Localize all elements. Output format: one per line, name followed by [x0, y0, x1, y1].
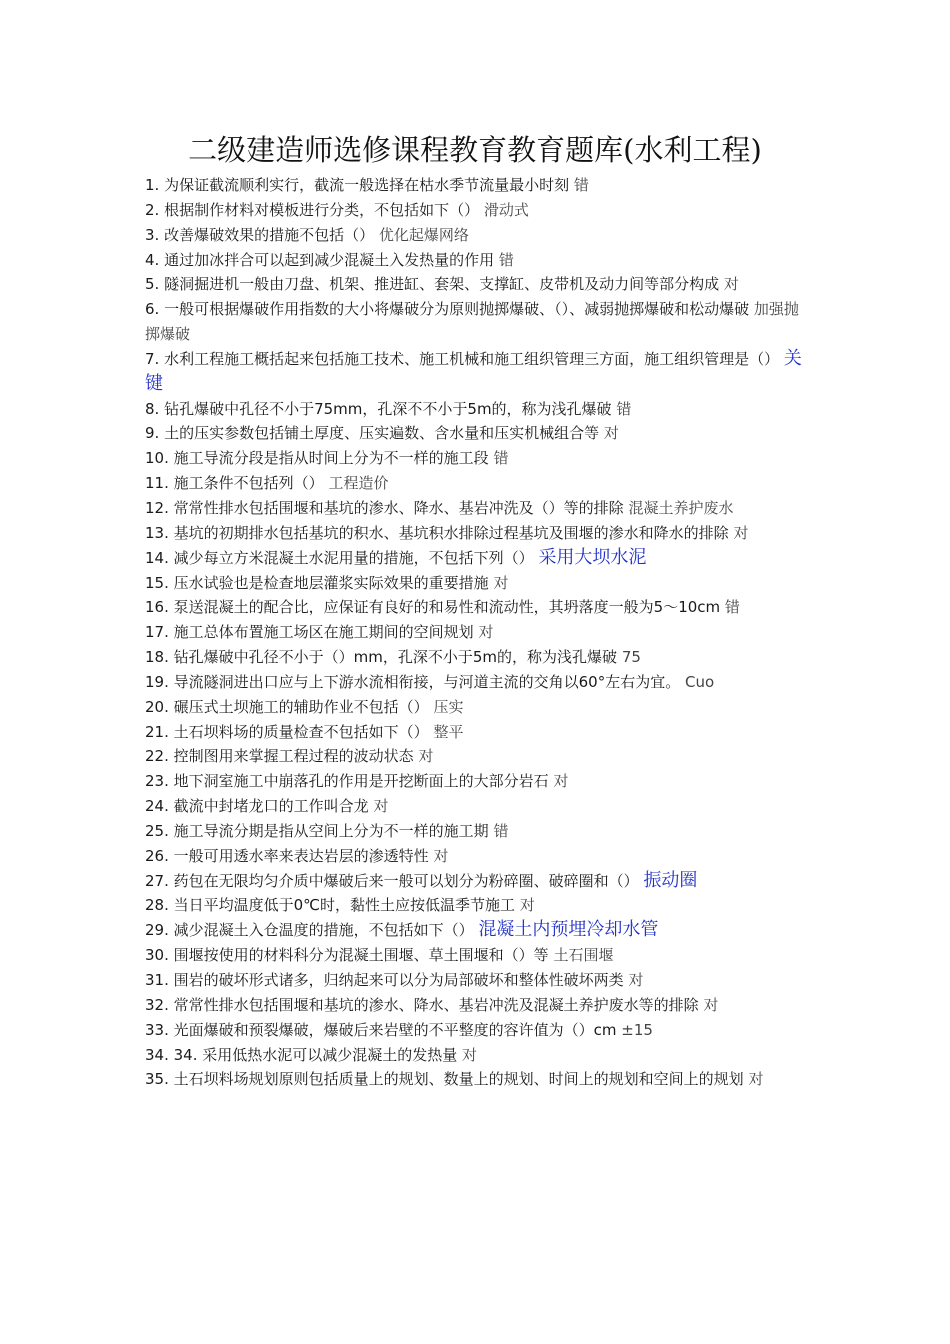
- question-answer: 加强抛掷爆破: [145, 300, 799, 344]
- question-item: [145, 397, 810, 422]
- question-answer: 对: [433, 846, 449, 865]
- question-answer: 错: [724, 598, 740, 617]
- question-item: [145, 223, 810, 248]
- question-answer: 对: [462, 1045, 478, 1064]
- question-answer: Cuo: [685, 672, 715, 691]
- question-number: 34.: [145, 1045, 169, 1064]
- question-item: [145, 695, 810, 720]
- question-text: 当日平均温度低于0℃时，黏性土应按低温季节施工: [173, 896, 516, 915]
- question-item: [145, 446, 810, 471]
- question-number: 5.: [145, 275, 160, 294]
- question-text: 截流中封堵龙口的工作叫合龙: [173, 797, 369, 816]
- question-text: 减少混凝土入仓温度的措施，不包括如下（）: [173, 921, 474, 940]
- question-answer: 对: [478, 623, 494, 642]
- question-text: 光面爆破和预裂爆破，爆破后来岩壁的不平整度的容许值为（）cm: [173, 1020, 617, 1039]
- question-text: 通过加冰拌合可以起到减少混凝土入发热量的作用: [164, 250, 495, 269]
- question-item: [145, 546, 810, 571]
- question-text: 根据制作材料对模板进行分类，不包括如下（）: [164, 200, 480, 219]
- question-text: 地下洞室施工中崩落孔的作用是开挖断面上的大部分岩石: [173, 772, 549, 791]
- question-answer: 采用大坝水泥: [538, 546, 647, 568]
- question-text: 碾压式土坝施工的辅助作业不包括（）: [173, 697, 429, 716]
- question-number: 15.: [145, 573, 169, 592]
- question-number: 19.: [145, 672, 169, 691]
- question-text: 压水试验也是检查地层灌浆实际效果的重要措施: [173, 573, 489, 592]
- question-item: [145, 272, 810, 297]
- question-text: 施工条件不包括列（）: [173, 474, 324, 493]
- question-answer: 对: [418, 747, 434, 766]
- question-text: 施工导流分期是指从空间上分为不一样的施工期: [173, 821, 489, 840]
- question-number: 8.: [145, 399, 160, 418]
- question-number: 27.: [145, 871, 169, 890]
- question-answer: 对: [723, 275, 739, 294]
- question-number: 13.: [145, 523, 169, 542]
- question-answer: 对: [373, 797, 389, 816]
- question-answer: 混凝土内预埋冷却水管: [478, 919, 659, 941]
- question-number: 25.: [145, 821, 169, 840]
- question-text: 导流隧洞进出口应与上下游水流相衔接，与河道主流的交角以60°左右为宜。: [173, 672, 681, 691]
- question-answer: 错: [616, 399, 632, 418]
- question-item: [145, 521, 810, 546]
- document-title: 二级建造师选修课程教育教育题库(水利工程): [188, 133, 762, 167]
- question-item: [145, 595, 810, 620]
- question-item: [145, 248, 810, 273]
- question-text: 常常性排水包括围堰和基坑的渗水、降水、基岩冲洗及（）等的排除: [173, 498, 624, 517]
- question-item: [145, 769, 810, 794]
- question-answer: 关键: [145, 347, 802, 394]
- question-item: [145, 670, 810, 695]
- question-number: 28.: [145, 896, 169, 915]
- question-number: 24.: [145, 797, 169, 816]
- question-item: [145, 496, 810, 521]
- question-text: 土石坝料场规划原则包括质量上的规划、数量上的规划、时间上的规划和空间上的规划: [173, 1070, 744, 1089]
- question-answer: 错: [493, 449, 509, 468]
- question-text: 基坑的初期排水包括基坑的积水、基坑积水排除过程基坑及围堰的渗水和降水的排除: [173, 523, 729, 542]
- question-number: 11.: [145, 474, 169, 493]
- question-number: 31.: [145, 971, 169, 989]
- question-item: [145, 1043, 810, 1068]
- question-number: 23.: [145, 772, 169, 791]
- question-number: 16.: [145, 598, 169, 617]
- question-item: [145, 720, 810, 745]
- question-item: [145, 471, 810, 496]
- question-item: [145, 794, 810, 819]
- question-number: 18.: [145, 648, 169, 667]
- question-text: 水利工程施工概括起来包括施工技术、施工机械和施工组织管理三方面，施工组织管理是（）: [164, 349, 780, 368]
- question-item: [145, 869, 810, 894]
- question-number: 22.: [145, 747, 169, 766]
- question-text: 为保证截流顺利实行，截流一般选择在枯水季节流量最小时刻: [164, 176, 570, 194]
- question-number: 9.: [145, 424, 160, 443]
- question-answer: 对: [519, 896, 535, 915]
- question-item: [145, 620, 810, 645]
- question-item: [145, 297, 810, 347]
- question-answer: 对: [493, 573, 509, 592]
- question-number: 17.: [145, 623, 169, 642]
- question-number: 32.: [145, 995, 169, 1014]
- question-answer: 工程造价: [328, 474, 389, 493]
- question-text: 减少每立方米混凝土水泥用量的措施，不包括下列（）: [173, 548, 534, 567]
- question-item: [145, 198, 810, 223]
- question-answer: 对: [628, 971, 644, 989]
- question-item: [145, 844, 810, 869]
- question-text: 一般可用透水率来表达岩层的渗透特性: [173, 846, 429, 865]
- question-text: 围岩的破坏形式诸多，归纳起来可以分为局部破坏和整体性破坏两类: [173, 971, 624, 989]
- question-item: [145, 173, 810, 198]
- question-answer: 错: [498, 250, 514, 269]
- question-text: 钻孔爆破中孔径不小于（）mm，孔深不小于5m的，称为浅孔爆破: [173, 648, 618, 667]
- question-text: 控制图用来掌握工程过程的波动状态: [173, 747, 414, 766]
- question-item: [145, 918, 810, 943]
- question-number: 30.: [145, 946, 169, 965]
- question-text: 34. 采用低热水泥可以减少混凝土的发热量: [173, 1045, 458, 1064]
- question-text: 改善爆破效果的措施不包括（）: [164, 225, 375, 244]
- question-number: 4.: [145, 250, 160, 269]
- question-item: [145, 819, 810, 844]
- question-list: [145, 173, 810, 1092]
- question-answer: 75: [621, 648, 641, 667]
- question-number: 3.: [145, 225, 160, 244]
- question-text: 土的压实参数包括铺土厚度、压实遍数、含水量和压实机械组合等: [164, 424, 600, 443]
- question-item: [145, 421, 810, 446]
- question-text: 泵送混凝土的配合比，应保证有良好的和易性和流动性，其坍落度一般为5～10cm: [173, 598, 721, 617]
- question-item: [145, 968, 810, 993]
- question-answer: 对: [603, 424, 619, 443]
- question-number: 1.: [145, 176, 160, 194]
- question-number: 20.: [145, 697, 169, 716]
- question-number: 7.: [145, 349, 160, 368]
- question-answer: 滑动式: [483, 200, 529, 219]
- question-answer: 整平: [433, 722, 464, 741]
- question-item: [145, 943, 810, 968]
- question-number: 10.: [145, 449, 169, 468]
- question-item: [145, 1067, 810, 1092]
- question-item: [145, 1018, 810, 1043]
- question-answer: 对: [553, 772, 569, 791]
- question-answer: 振动圈: [643, 869, 698, 891]
- question-number: 12.: [145, 498, 169, 517]
- question-answer: 压实: [433, 697, 464, 716]
- question-text: 围堰按使用的材料科分为混凝土围堰、草土围堰和（）等: [173, 946, 549, 965]
- question-text: 土石坝料场的质量检查不包括如下（）: [173, 722, 429, 741]
- question-number: 29.: [145, 921, 169, 940]
- question-answer: 对: [748, 1070, 764, 1089]
- question-answer: 混凝土养护废水: [628, 498, 734, 517]
- question-answer: 对: [703, 995, 719, 1014]
- question-number: 26.: [145, 846, 169, 865]
- question-item: [145, 893, 810, 918]
- question-answer: 错: [493, 821, 509, 840]
- question-answer: ±15: [621, 1020, 653, 1039]
- question-item: [145, 571, 810, 596]
- question-number: 2.: [145, 200, 160, 219]
- question-item: [145, 645, 810, 670]
- question-answer: 优化起爆网络: [378, 225, 469, 244]
- question-item: [145, 993, 810, 1018]
- question-number: 35.: [145, 1070, 169, 1089]
- question-answer: 对: [733, 523, 749, 542]
- question-text: 药包在无限均匀介质中爆破后来一般可以划分为粉碎圈、破碎圈和（）: [173, 871, 639, 890]
- question-number: 14.: [145, 548, 169, 567]
- question-text: 钻孔爆破中孔径不小于75mm，孔深不不小于5m的，称为浅孔爆破: [164, 399, 612, 418]
- question-text: 隧洞掘进机一般由刀盘、机架、推进缸、套架、支撑缸、皮带机及动力间等部分构成: [164, 275, 720, 294]
- question-answer: 土石围堰: [553, 946, 614, 965]
- question-number: 33.: [145, 1020, 169, 1039]
- question-item: [145, 347, 810, 397]
- question-answer: 错: [573, 176, 589, 194]
- question-item: [145, 744, 810, 769]
- question-number: 6.: [145, 300, 160, 319]
- question-text: 常常性排水包括围堰和基坑的渗水、降水、基岩冲洗及混凝土养护废水等的排除: [173, 995, 699, 1014]
- question-text: 施工导流分段是指从时间上分为不一样的施工段: [173, 449, 489, 468]
- question-number: 21.: [145, 722, 169, 741]
- question-text: 一般可根据爆破作用指数的大小将爆破分为原则抛掷爆破、（）、减弱抛掷爆破和松动爆破: [164, 300, 750, 319]
- question-text: 施工总体布置施工场区在施工期间的空间规划: [173, 623, 474, 642]
